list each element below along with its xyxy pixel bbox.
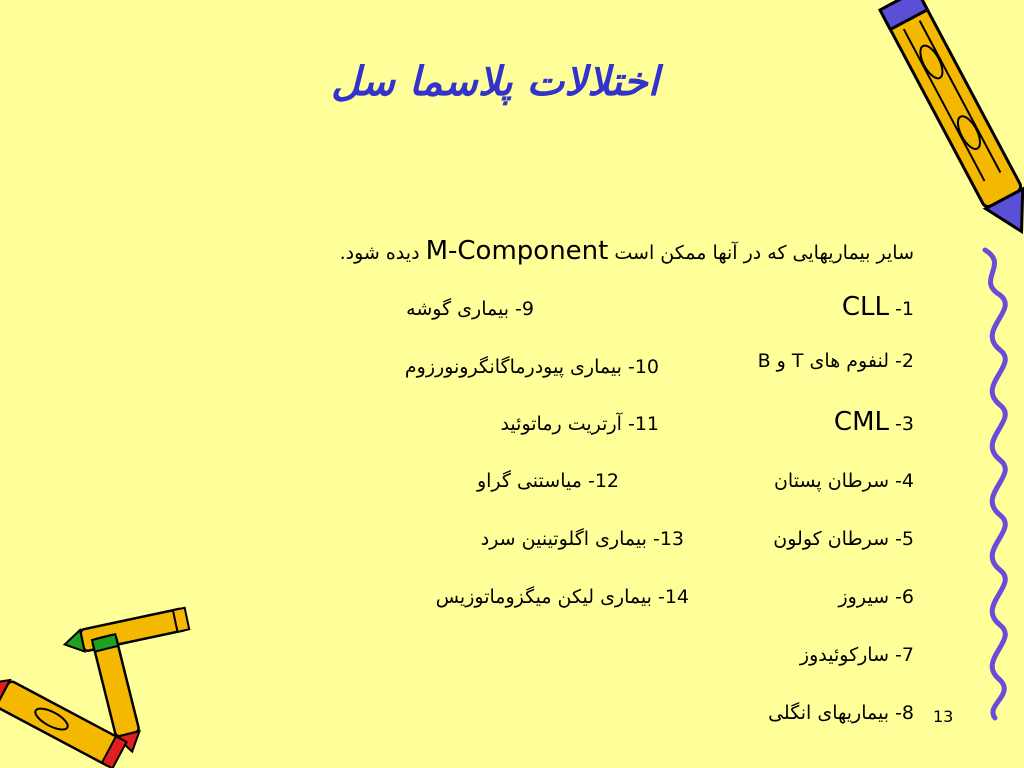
intro-line <box>340 236 914 266</box>
item-text: سارکوئیدوز <box>799 644 889 666</box>
intro-after: دیده شود. <box>339 242 420 264</box>
slide-title: اختلالات پلاسما سل <box>331 58 659 105</box>
item-number: 13- <box>652 528 684 550</box>
item-number: 1- <box>895 298 914 320</box>
list-item <box>406 298 534 320</box>
list-item <box>774 470 914 492</box>
item-text: بیماری اگلوتینین سرد <box>480 528 647 550</box>
item-text: بیماریهای انگلی <box>768 702 889 724</box>
item-number: 14- <box>657 586 689 608</box>
list-item <box>481 528 684 550</box>
item-text: آرتریت رماتوئید <box>500 413 622 435</box>
list-item <box>405 356 659 378</box>
list-item <box>842 292 914 322</box>
item-text: میاستنی گراو <box>476 470 582 492</box>
item-number: 8- <box>895 702 914 724</box>
list-item <box>758 350 914 372</box>
item-number: 3- <box>895 413 914 435</box>
crayon-icon <box>62 608 189 656</box>
list-item <box>800 644 914 666</box>
page-number: 13 <box>933 707 954 726</box>
item-number: 5- <box>895 528 914 550</box>
intro-before: سایر بیماریهایی که در آنها ممکن است <box>614 242 914 264</box>
crayon-icon <box>880 0 1024 241</box>
list-item <box>477 470 619 492</box>
list-item <box>834 407 914 437</box>
list-item <box>839 586 915 608</box>
item-number: 10- <box>627 356 659 378</box>
list-item <box>768 702 914 724</box>
item-text: بیماری لیکن میگزوماتوزیس <box>435 586 652 608</box>
item-number: 4- <box>895 470 914 492</box>
item-number: 7- <box>895 644 914 666</box>
item-number: 2- <box>895 350 914 372</box>
list-item <box>436 586 689 608</box>
item-number: 12- <box>587 470 619 492</box>
item-number: 11- <box>627 413 659 435</box>
item-text: سیروز <box>838 586 889 608</box>
intro-term: M-Component <box>425 236 609 266</box>
item-number: 9- <box>515 298 534 320</box>
item-text: CLL <box>841 292 889 322</box>
item-text: لنفوم های T و B <box>757 350 889 372</box>
item-text: بیماری گوشه <box>406 298 509 320</box>
item-text: سرطان کولون <box>773 528 889 550</box>
item-text: سرطان پستان <box>773 470 889 492</box>
list-item <box>773 528 914 550</box>
list-item <box>500 413 659 435</box>
item-number: 6- <box>895 586 914 608</box>
item-text: بیماری پیودرماگانگرونورزوم <box>404 356 622 378</box>
item-text: CML <box>833 407 889 437</box>
squiggle-line-icon <box>985 250 1005 718</box>
